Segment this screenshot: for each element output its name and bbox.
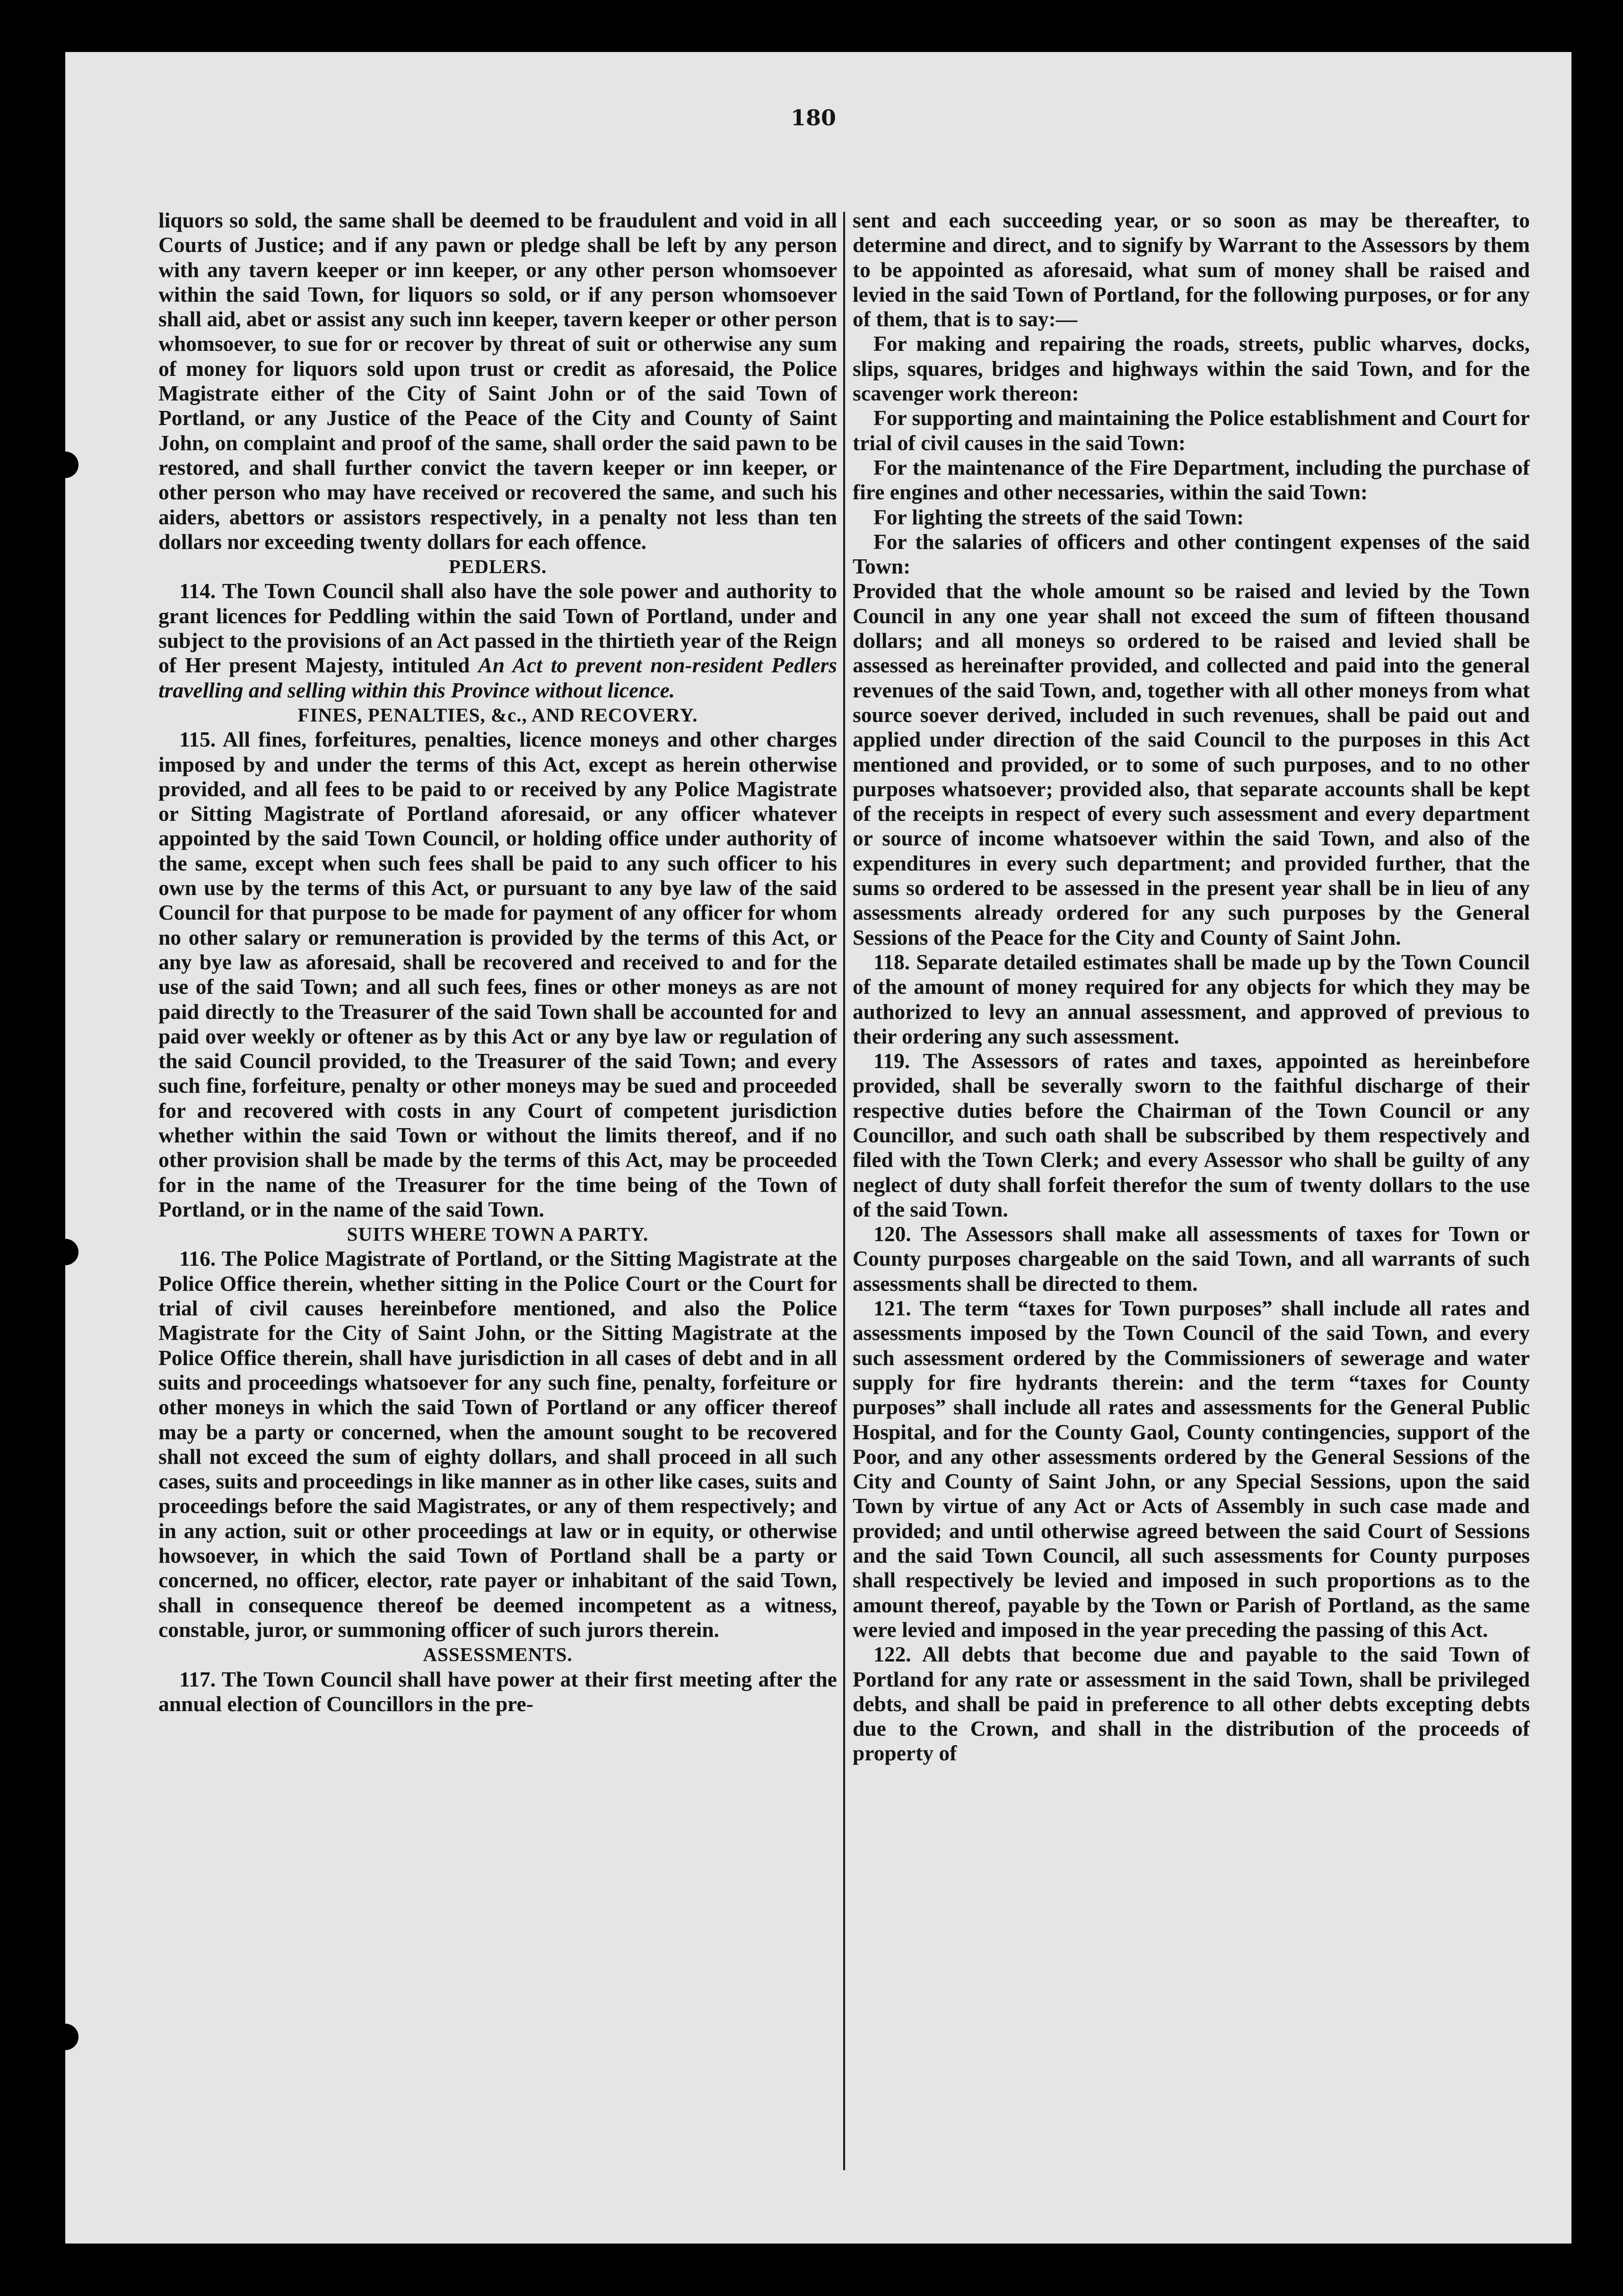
heading-assessments: ASSESSMENTS.: [423, 1644, 573, 1666]
purpose-lighting: For lighting the streets of the said Town:: [873, 504, 1244, 529]
section-117-continued: sent and each succeeding year, or so soon as may be thereafter, to determine and direct, and to signify by Warrant to the Assessors by them to be appointed as aforesaid, what sum of money shall be raised and levied in the said Town of Portland, for the following purposes, or for any of them, that is to say:—: [853, 208, 1530, 331]
section-121: 121. The term “taxes for Town purposes” shall include all rates and assessments imposed by the Town Council of the said Town, and every such assessment ordered by the Commissioners of sewerage and water supply for fire hydrants therein: and the term “taxes for County purposes” shall include all rates and assessments for the General Public Hospital, and for the County Gaol, County contingencies, support of the Poor, and any other assessments ordered by the General Sessions of the City and County of Saint John, or any Special Sessions, upon the said Town by virtue of any Act or Acts of Assembly in such case made and provided; and until otherwise agreed between the said Court of Sessions and the said Town Council, all such assessments for County purposes shall respectively be levied and imposed in such proportions as to the amount thereof, payable by the Town or Parish of Portland, as the same were levied and imposed in the year preceding the passing of this Act.: [853, 1296, 1530, 1642]
punch-hole: [52, 1239, 79, 1265]
act-title: An Act to prevent non-resident Pedlers travelling and selling within this Province without licence.: [158, 653, 837, 702]
proviso: Provided that the whole amount so be raised and levied by the Town Council in any one year shall not exceed the sum of fifteen thousand dollars; and all moneys so ordered to be raised and levied shall be assessed as hereinafter provided, and collected and paid into the general revenues of the said Town, and, together with all other moneys from what source soever derived, included in such revenues, shall be paid out and applied under direction of the said Council to the purposes in this Act mentioned and provided, or to some of such purposes, and to no other purposes whatsoever; provided also, that separate accounts shall be kept of the receipts in respect of every such assessment and every department or source of income whatsoever within the said Town, and also of the expenditures in every such department; and provided further, that the sums so ordered to be assessed in the present year shall be in lieu of any assessments already ordered for any such purposes by the General Sessions of the Peace for the City and County of Saint John.: [853, 579, 1530, 949]
heading-fines-penalties: FINES, PENALTIES, &c., AND RECOVERY.: [297, 704, 698, 726]
purpose-salaries: For the salaries of officers and other contingent expenses of the said Town:: [853, 529, 1530, 579]
section-122-start: 122. All debts that become due and payable to the said Town of Portland for any rate or assessment in the said Town, shall be privileged debts, and shall be paid in preference to all other debts excepting debts due to the Crown, and shall in the distribution of the proceeds of property of: [853, 1642, 1530, 1765]
punch-hole: [52, 452, 79, 478]
section-120: 120. The Assessors shall make all assessments of taxes for Town or County purposes chargeable on the said Town, and all warrants of such assessments shall be directed to them.: [853, 1222, 1530, 1296]
section-119: 119. The Assessors of rates and taxes, appointed as hereinbefore provided, shall be severally sworn to the faithful discharge of their respective duties before the Chairman of the Town Council or any Councillor, and such oath shall be subscribed by them respectively and filed with the Town Clerk; and every Assessor who shall be guilty of any neglect of duty shall forfeit therefor the sum of twenty dollars to the use of the said Town.: [853, 1049, 1530, 1221]
section-115: 115. All fines, forfeitures, penalties, licence moneys and other charges imposed by and under the terms of this Act, except as herein otherwise provided, and all fees to be paid to or received by any Police Magistrate or Sitting Magistrate of Portland aforesaid, or any officer whatever appointed by the said Town Council, or holding office under authority of the same, except when such fees shall be paid to any such officer to his own use by the terms of this Act, or pursuant to any bye law of the said Council for that purpose to be made for payment of any officer for whom no other salary or remuneration is provided by the terms of this Act, or any bye law as aforesaid, shall be recovered and received to and for the use of the said Town; and all such fees, fines or other moneys as are not paid directly to the Treasurer of the said Town shall be accounted for and paid over weekly or oftener as by this Act or any bye law or regulation of the said Council provided, to the Treasurer of the said Town; and every such fine, forfeiture, penalty or other moneys may be sued and proceeded for and recovered with costs in any Court of competent jurisdiction whether within the said Town or without the limits thereof, and if no other provision shall be made by the terms of this Act, may be proceeded for in the name of the Treasurer for the time being of the Town of Portland, or in the name of the said Town.: [158, 727, 837, 1221]
section-116: 116. The Police Magistrate of Portland, or the Sitting Magistrate at the Police Office therein, whether sitting in the Police Court or the Court for trial of civil causes hereinbefore mentioned, and also the Police Magistrate for the City of Saint John, or the Sitting Magistrate at the Police Office therein, shall have jurisdiction in all cases of debt and in all suits and proceedings whatsoever for any such fine, penalty, forfeiture or other moneys in which the said Town of Portland or any officer thereof may be a party or concerned, when the amount sought to be recovered shall not exceed the sum of eighty dollars, and shall proceed in all such cases, suits and proceedings in like manner as in other like cases, suits and proceedings before the said Magistrates, or any of them respectively; and in any action, suit or other proceedings at law or in equity, or otherwise howsoever, in which the said Town of Portland shall be a party or concerned, no officer, elector, rate payer or inhabitant of the said Town, shall in consequence thereof be deemed incompetent as a witness, constable, juror, or summoning officer of such jurors therein.: [158, 1246, 837, 1642]
section-113-continued: liquors so sold, the same shall be deemed to be fraudulent and void in all Courts of Justice; and if any pawn or pledge shall be left by any person with any tavern keeper or inn keeper, or any other person whomsoever within the said Town, for liquors so sold, or if any person whomsoever shall aid, abet or assist any such inn keeper, tavern keeper or other person whomsoever, to sue for or recover by threat of suit or otherwise any sum of money for liquors sold upon trust or credit as aforesaid, the Police Magistrate either of the City of Saint John or of the said Town of Portland, or any Justice of the Peace of the City and County of Saint John, on complaint and proof of the same, shall order the said pawn to be restored, and shall further convict the tavern keeper or inn keeper, or other person who may have received or recovered the same, and such his aiders, abettors or assistors respectively, in a penalty not less than ten dollars nor exceeding twenty dollars for each offence.: [158, 208, 837, 554]
section-117-start: 117. The Town Council shall have power at their first meeting after the annual election of Councillors in the pre-: [158, 1667, 837, 1716]
heading-pedlers: PEDLERS.: [448, 556, 547, 578]
heading-suits: SUITS WHERE TOWN A PARTY.: [347, 1223, 649, 1245]
section-118: 118. Separate detailed estimates shall be made up by the Town Council of the amount of money required for any objects for which they may be authorized to levy an annual assessment, and approved of previous to their ordering any such assessment.: [853, 949, 1530, 1048]
column-divider: [843, 212, 845, 2170]
section-114-text: 114. The Town Council shall also have the sole power and authority to grant licences for Peddling within the said Town of Portland, under and subject to the provisions of an Act passed in the thirtieth year of the Reign of Her present Majesty, intituled: [158, 579, 837, 678]
right-column: [853, 208, 1530, 2177]
purpose-fire: For the maintenance of the Fire Department, including the purchase of fire engines and other necessaries, within the said Town:: [853, 455, 1530, 504]
purpose-police: For supporting and maintaining the Police establishment and Court for trial of civil causes in the said Town:: [853, 406, 1530, 455]
punch-hole: [52, 2024, 79, 2050]
left-column: [158, 208, 837, 2177]
purpose-roads: For making and repairing the roads, streets, public wharves, docks, slips, squares, bridges and highways within the said Town, and for the scavenger work thereon:: [853, 331, 1530, 406]
page-number: 180: [790, 105, 837, 130]
section-114: [158, 579, 837, 702]
